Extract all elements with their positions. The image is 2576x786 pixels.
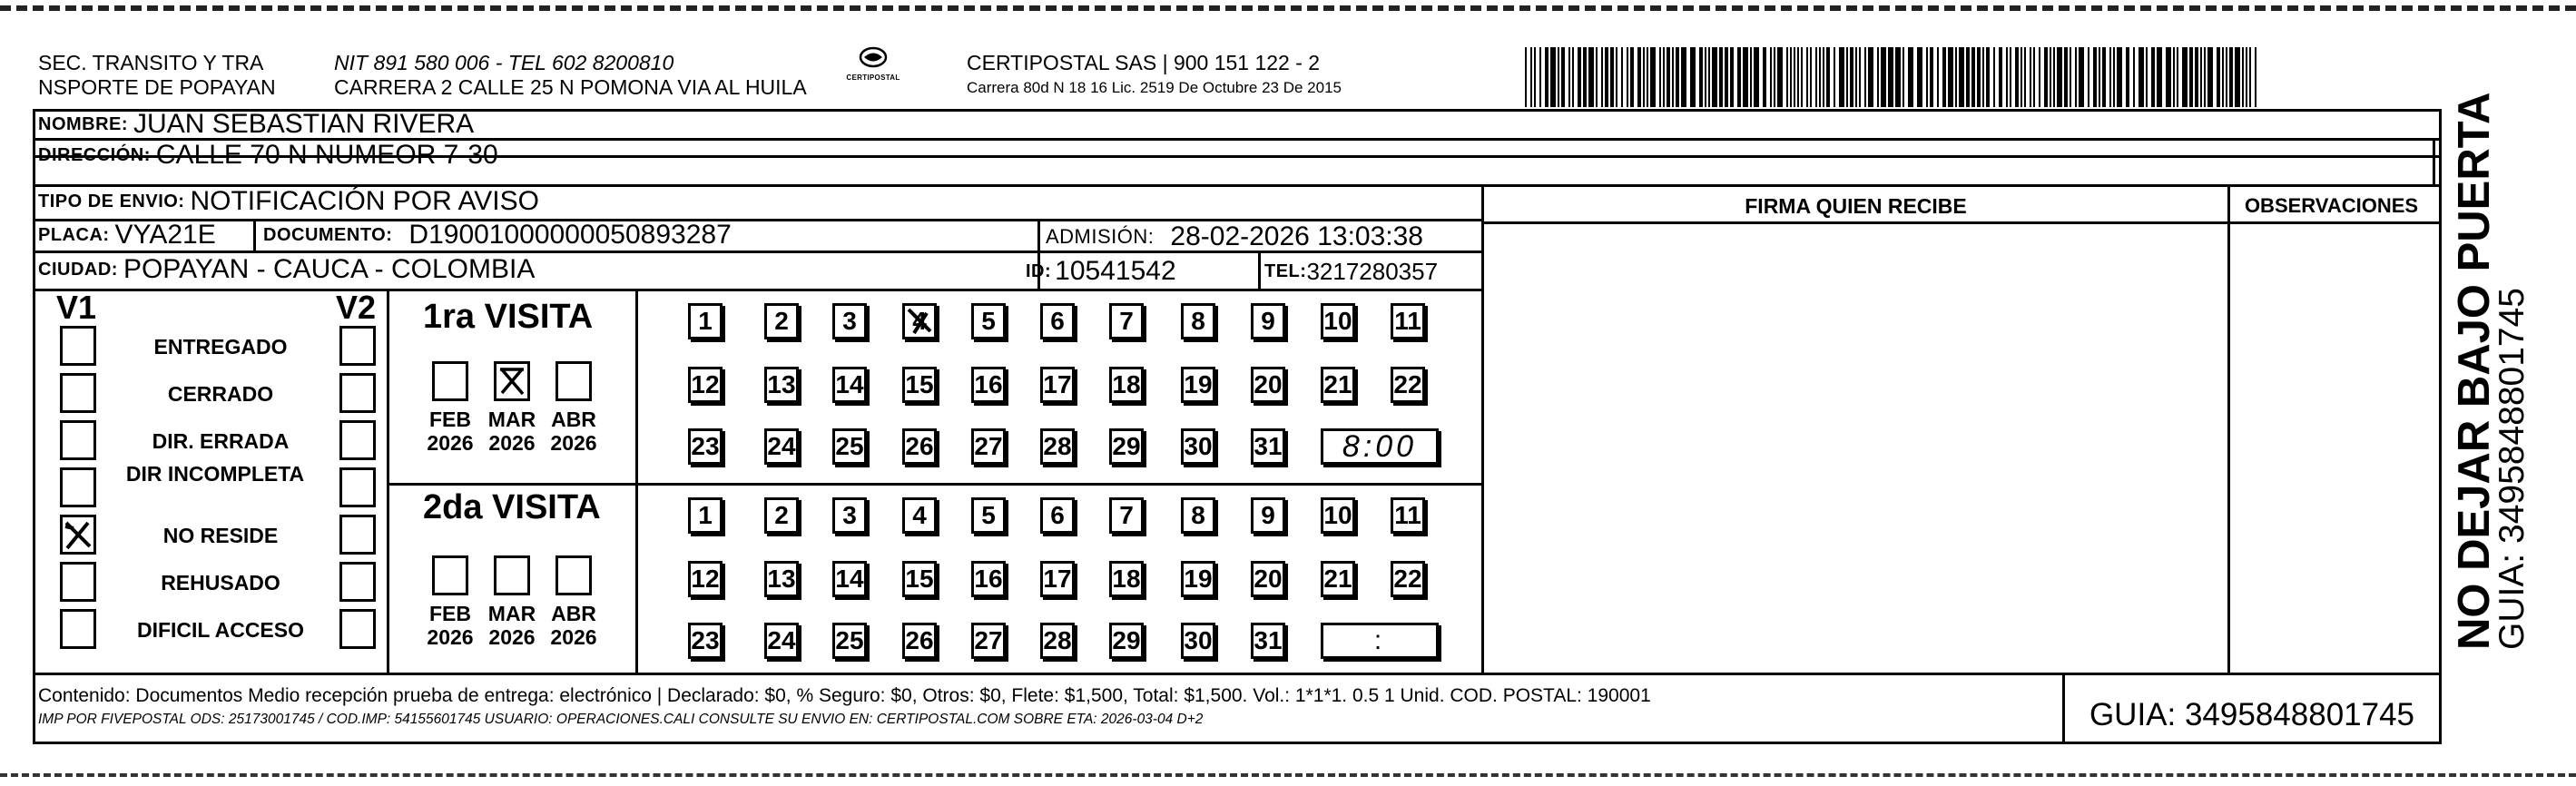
v2-checkbox[interactable]: [339, 420, 376, 460]
visit1-day-box[interactable]: 26: [902, 428, 937, 465]
visit1-month-checkbox[interactable]: [494, 361, 530, 401]
logo-text: CERTIPOSTAL: [846, 74, 900, 82]
status-label: DIFICIL ACCESO: [136, 618, 304, 642]
sender-block: [38, 51, 276, 100]
visit2-day-box[interactable]: 26: [902, 623, 937, 659]
visit1-day-box[interactable]: 10: [1321, 303, 1355, 339]
observations-area[interactable]: [2233, 227, 2429, 670]
visit1-month-checkbox[interactable]: [556, 361, 592, 401]
visit1-month-label: MAR 2026: [487, 408, 536, 455]
visit1-day-box[interactable]: 4: [902, 303, 937, 339]
sender-nit: NIT 891 580 006 - TEL 602 8200810: [334, 51, 674, 74]
v2-checkbox[interactable]: [339, 373, 376, 413]
visit1-day-box[interactable]: 3: [832, 303, 867, 339]
city-field: [38, 252, 535, 287]
visit2-day-box[interactable]: 4: [902, 497, 937, 534]
id-value: 10541542: [1055, 256, 1176, 286]
v2-checkbox[interactable]: [339, 515, 376, 555]
visit1-day-box[interactable]: 2: [764, 303, 799, 339]
v1-checkbox[interactable]: [60, 562, 96, 602]
name-value: JUAN SEBASTIAN RIVERA: [133, 109, 475, 139]
visit2-day-box[interactable]: 23: [688, 623, 723, 659]
v1-checkbox[interactable]: [60, 467, 96, 507]
visit2-day-box[interactable]: 29: [1109, 623, 1144, 659]
visit2-day-box[interactable]: 20: [1251, 561, 1285, 597]
plate-field: [38, 220, 216, 251]
visit2-day-box[interactable]: 8: [1181, 497, 1215, 534]
observations-header: OBSERVACIONES: [2244, 194, 2419, 217]
visit1-month-label: FEB 2026: [427, 408, 474, 455]
visit2-day-box[interactable]: 3: [832, 497, 867, 534]
visit2-day-box[interactable]: 5: [971, 497, 1006, 534]
courier-address: Carrera 80d N 18 16 Lic. 2519 De Octubre 23 De 2015: [967, 79, 1342, 96]
visit1-day-box[interactable]: 25: [832, 428, 867, 465]
sender-line-1: SEC. TRANSITO Y TRA: [38, 51, 264, 74]
shipment-type-value: NOTIFICACIÓN POR AVISO: [190, 186, 539, 216]
check-mark-icon: [905, 306, 934, 337]
v1-checkbox[interactable]: [60, 515, 96, 555]
visit1-day-box[interactable]: 28: [1040, 428, 1075, 465]
visit1-title: 1ra VISITA: [423, 298, 594, 336]
visit1-month-checkbox[interactable]: [432, 361, 468, 401]
visit1-day-box[interactable]: 12: [688, 367, 723, 403]
check-mark-icon: [497, 364, 527, 398]
visit2-month-label: ABR 2026: [550, 602, 597, 649]
courier-block: [967, 51, 1342, 97]
visit1-day-box[interactable]: 18: [1109, 367, 1144, 403]
visit2-day-box[interactable]: 14: [832, 561, 867, 597]
v2-checkbox[interactable]: [339, 562, 376, 602]
visit2-day-box[interactable]: 2: [764, 497, 799, 534]
visit2-day-box[interactable]: 1: [688, 497, 723, 534]
visit2-day-box[interactable]: 7: [1109, 497, 1144, 534]
barcode: [1525, 47, 2260, 107]
visit1-day-box[interactable]: 29: [1109, 428, 1144, 465]
visit2-day-box[interactable]: 11: [1391, 497, 1425, 534]
visit1-day-box[interactable]: 5: [971, 303, 1006, 339]
v1-checkbox[interactable]: [60, 373, 96, 413]
v2-checkbox[interactable]: [339, 609, 376, 649]
visit1-month-label: ABR 2026: [550, 408, 597, 455]
visit2-day-box[interactable]: 31: [1251, 623, 1285, 659]
visit2-day-box[interactable]: 10: [1321, 497, 1355, 534]
courier-name: CERTIPOSTAL SAS | 900 151 122 - 2: [967, 51, 1321, 74]
visit1-day-box[interactable]: 1: [688, 303, 723, 339]
tel-value: 3217280357: [1306, 257, 1439, 285]
admission-value: 28-02-2026 13:03:38: [1170, 221, 1423, 251]
status-label: DIR INCOMPLETA: [125, 462, 305, 486]
courier-logo: [828, 45, 919, 82]
visit2-month-label: MAR 2026: [487, 602, 536, 649]
check-mark-icon: [63, 517, 93, 552]
visit1-day-box[interactable]: 21: [1321, 367, 1355, 403]
visit2-month-checkbox[interactable]: [432, 555, 468, 595]
visit1-day-box[interactable]: 8: [1181, 303, 1215, 339]
visit2-day-box[interactable]: 17: [1040, 561, 1075, 597]
admission-field: [1046, 221, 1423, 252]
visit1-day-box[interactable]: 24: [764, 428, 799, 465]
visit1-day-box[interactable]: 14: [832, 367, 867, 403]
status-label: ENTREGADO: [153, 335, 288, 359]
visit2-day-box[interactable]: 13: [764, 561, 799, 597]
shipment-type-label: TIPO DE ENVIO:: [38, 191, 185, 211]
document-value: D19001000000050893287: [408, 220, 732, 250]
visit2-day-box[interactable]: 22: [1391, 561, 1425, 597]
plate-value: VYA21E: [114, 220, 216, 250]
plate-label: PLACA:: [38, 224, 110, 245]
visit1-day-box[interactable]: 22: [1391, 367, 1425, 403]
address-value: CALLE 70 N NUMEOR 7-30: [155, 140, 498, 170]
visit1-day-box[interactable]: 13: [764, 367, 799, 403]
side-warning: NO DEJAR BAJO PUERTA: [2450, 92, 2499, 650]
signature-area[interactable]: [1489, 227, 2224, 670]
admission-label: ADMISIÓN:: [1046, 225, 1155, 248]
visit2-day-box[interactable]: 9: [1251, 497, 1285, 534]
v2-checkbox[interactable]: [339, 326, 376, 366]
id-field: [1026, 254, 1176, 289]
visit2-title: 2da VISITA: [423, 488, 601, 526]
visit1-day-box[interactable]: 23: [688, 428, 723, 465]
signature-header: FIRMA QUIEN RECIBE: [1745, 194, 1967, 218]
v1-checkbox[interactable]: [60, 420, 96, 460]
visit2-day-box[interactable]: 12: [688, 561, 723, 597]
side-guide: GUIA: 3495848801745: [2492, 288, 2532, 650]
name-label: NOMBRE:: [38, 113, 129, 134]
footer-guide: GUIA: 3495848801745: [2089, 697, 2415, 732]
visit1-day-box[interactable]: 16: [971, 367, 1006, 403]
tel-field: [1264, 254, 1438, 289]
logo-icon: [853, 45, 893, 73]
visit2-time-box[interactable]: :: [1321, 623, 1439, 659]
visit1-day-box[interactable]: 11: [1391, 303, 1425, 339]
visit1-day-box[interactable]: 31: [1251, 428, 1285, 465]
contents-line: Contenido: Documentos Medio recepción prueba de entrega: electrónico | Declarado: $0, % Seguro: $0, Otros: $0, Flete: $1,500, Total: $1,500. Vol.: 1*1*1. 0.5 1 Unid. COD. POSTAL: 190001: [38, 685, 1651, 706]
v2-header: V2: [336, 289, 377, 326]
visit1-time-box[interactable]: 8:00: [1321, 428, 1439, 465]
visit2-day-box[interactable]: 28: [1040, 623, 1075, 659]
city-value: POPAYAN - CAUCA - COLOMBIA: [123, 254, 536, 284]
visit1-day-box[interactable]: 30: [1181, 428, 1215, 465]
document-label: DOCUMENTO:: [263, 224, 393, 245]
visit2-month-checkbox[interactable]: [556, 555, 592, 595]
status-label: NO RESIDE: [162, 524, 279, 547]
visit1-day-box[interactable]: 7: [1109, 303, 1144, 339]
visit2-day-box[interactable]: 25: [832, 623, 867, 659]
visit2-day-box[interactable]: 19: [1181, 561, 1215, 597]
status-label: REHUSADO: [161, 571, 280, 594]
visit2-day-box[interactable]: 15: [902, 561, 937, 597]
visit2-day-box[interactable]: 6: [1040, 497, 1075, 534]
visit2-day-box[interactable]: 21: [1321, 561, 1355, 597]
status-label: DIR. ERRADA: [152, 429, 290, 453]
address-field: [38, 141, 498, 170]
visit2-day-box[interactable]: 27: [971, 623, 1006, 659]
visit1-day-box[interactable]: 6: [1040, 303, 1075, 339]
sender-line-2: NSPORTE DE POPAYAN: [38, 75, 276, 99]
bottom-tear-line: [0, 773, 2576, 777]
document-field: [263, 220, 732, 251]
visit2-month-label: FEB 2026: [427, 602, 474, 649]
shipment-type-field: [38, 185, 539, 218]
city-label: CIUDAD:: [38, 259, 118, 280]
visit1-day-box[interactable]: 20: [1251, 367, 1285, 403]
tel-label: TEL:: [1264, 260, 1307, 281]
visit2-day-box[interactable]: 16: [971, 561, 1006, 597]
v1-checkbox[interactable]: [60, 609, 96, 649]
visit1-day-box[interactable]: 19: [1181, 367, 1215, 403]
visit2-month-checkbox[interactable]: [494, 555, 530, 595]
top-tear-line: [0, 5, 2576, 11]
v1-header: V1: [56, 289, 97, 326]
print-info-line: IMP POR FIVEPOSTAL ODS: 25173001745 / COD.IMP: 54155601745 USUARIO: OPERACIONES.CALI CONSULTE SU ENVIO EN: CERTIPOSTAL.COM SOBRE ETA: 2026-03-04 D+2: [38, 712, 1204, 727]
sender-address: CARRERA 2 CALLE 25 N POMONA VIA AL HUILA: [334, 75, 807, 99]
id-label: ID:: [1026, 260, 1052, 281]
visit1-day-box[interactable]: 15: [902, 367, 937, 403]
v1-checkbox[interactable]: [60, 326, 96, 366]
visit2-day-box[interactable]: 30: [1181, 623, 1215, 659]
status-label: CERRADO: [167, 382, 274, 406]
name-field: [38, 110, 474, 139]
address-label: DIRECCIÓN:: [38, 144, 151, 165]
visit1-day-box[interactable]: 27: [971, 428, 1006, 465]
visit1-day-box[interactable]: 17: [1040, 367, 1075, 403]
sender-contact: [334, 51, 807, 100]
visit2-day-box[interactable]: 24: [764, 623, 799, 659]
visit1-day-box[interactable]: 9: [1251, 303, 1285, 339]
visit2-day-box[interactable]: 18: [1109, 561, 1144, 597]
v2-checkbox[interactable]: [339, 467, 376, 507]
